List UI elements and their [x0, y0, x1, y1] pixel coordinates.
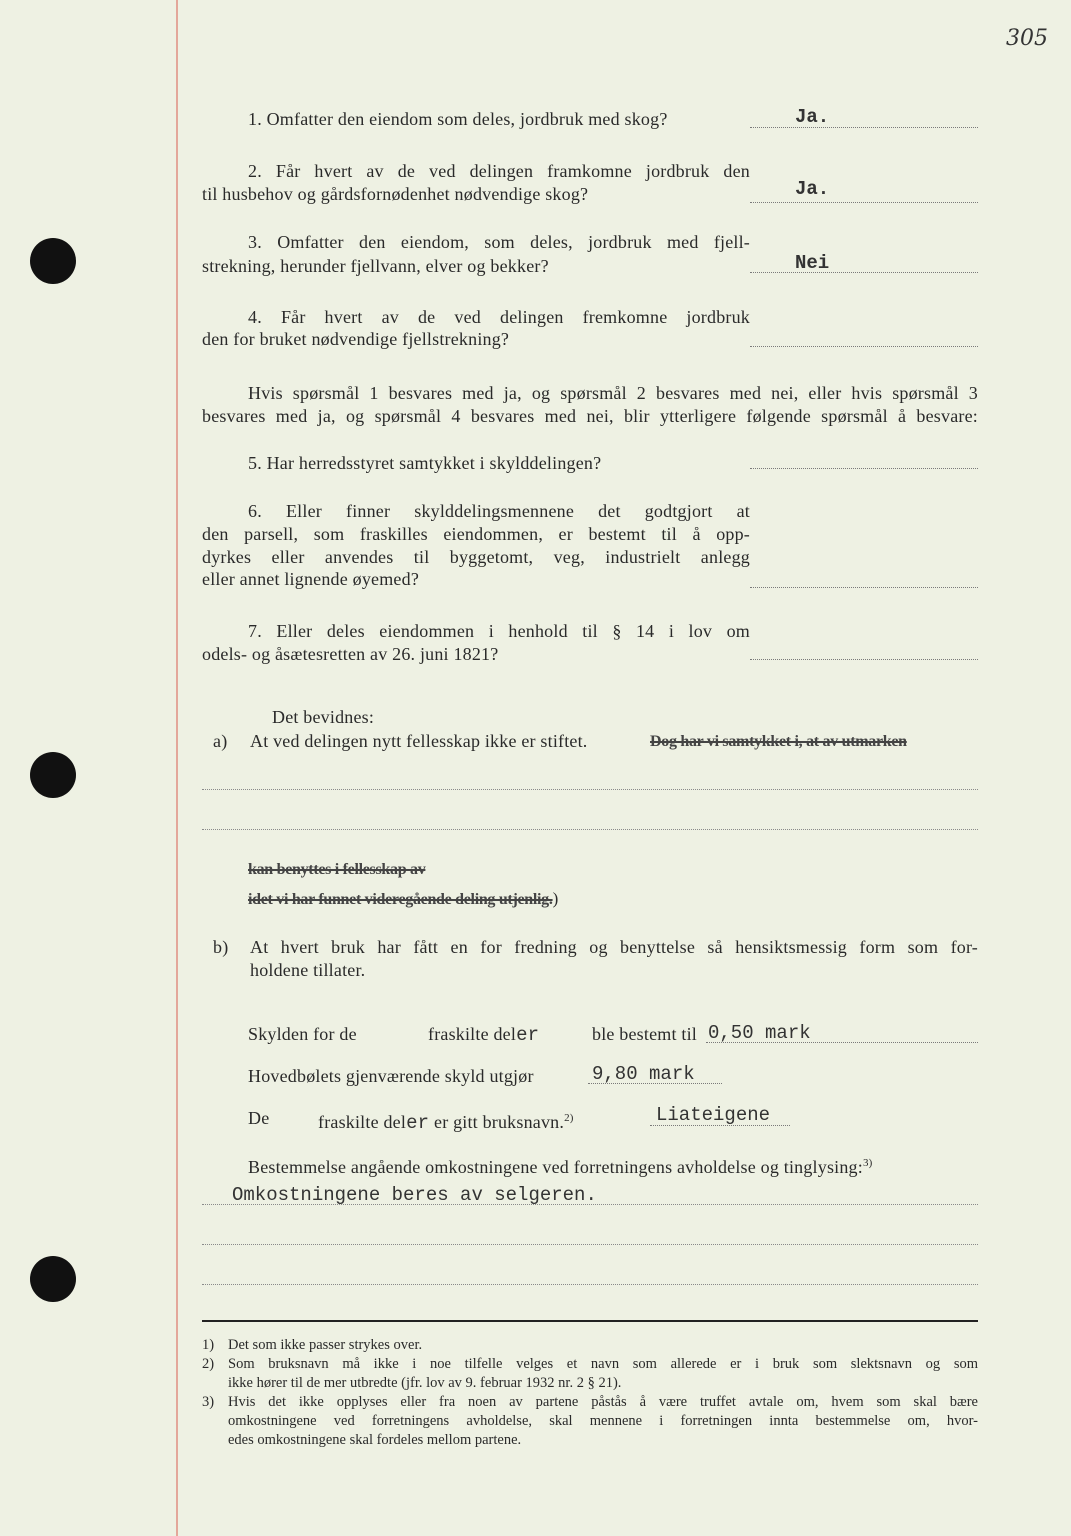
skyld-value: 0,50 mark	[708, 1022, 811, 1044]
punch-hole	[30, 752, 76, 798]
footnote-3-line3: edes omkostningene skal fordeles mellom partene.	[228, 1432, 522, 1448]
question-text: Har herredsstyret samtykket i skylddelingen?	[266, 453, 602, 473]
answer-line	[750, 659, 978, 660]
fill-line	[202, 1244, 978, 1245]
answer-line	[750, 127, 978, 128]
answer-line	[750, 468, 978, 469]
footnote-3-line1: Hvis det ikke opplyses eller fra noen av partene påstås å være truffet avtale om, hvem som skal bære	[228, 1394, 978, 1410]
punch-hole	[30, 238, 76, 284]
fill-line	[202, 1204, 978, 1205]
footnote-2-line1: Som bruksnavn må ikke i noe tilfelle velges et navn som allerede er i bruk som slektsnavn og som	[228, 1356, 978, 1372]
question-2-line1	[248, 160, 750, 183]
struck-text-2: kan benyttes i fellesskap av	[248, 861, 426, 878]
item-b-line2: holdene tillater.	[250, 960, 366, 980]
conditional-intro-line2: besvares med ja, og spørsmål 4 besvares med nei, blir ytterligere følgende spørsmål å besvare:	[202, 406, 978, 426]
footnote-ref: 3)	[862, 1157, 873, 1169]
answer-3: Nei	[795, 252, 830, 274]
question-5	[248, 452, 601, 475]
question-text: Omfatter den eiendom som deles, jordbruk med skog?	[266, 109, 668, 129]
item-a-text: At ved delingen nytt fellesskap ikke er stiftet.	[250, 731, 588, 751]
footnote-ref: )	[552, 889, 559, 908]
fill-line	[202, 789, 978, 790]
navn-label-text: fraskilte del	[318, 1112, 407, 1132]
fill-line	[202, 829, 978, 830]
question-number: 5.	[248, 453, 262, 473]
question-6-line1	[248, 500, 750, 523]
answer-line	[750, 202, 978, 203]
margin-line	[176, 0, 178, 1536]
question-3-line2: strekning, herunder fjellvann, elver og bekker?	[202, 256, 549, 276]
question-text: Omfatter den eiendom, som deles, jordbruk med fjell-	[277, 232, 750, 252]
answer-line	[750, 346, 978, 347]
question-number: 3.	[248, 232, 262, 252]
question-6-line4: eller annet lignende øyemed?	[202, 569, 420, 589]
answer-line	[750, 272, 978, 273]
question-6-line3: dyrkes eller anvendes til byggetomt, veg, industrielt anlegg	[202, 547, 750, 567]
struck-text-a: Dog har vi samtykket i, at av utmarken	[650, 733, 907, 750]
answer-1: Ja.	[795, 106, 830, 128]
skyld-label-3: ble bestemt til	[592, 1024, 697, 1044]
item-b-line1: At hvert bruk har fått en for fredning og benyttelse så hensiktsmessig form som for-	[250, 937, 978, 957]
struck-text-3: idet vi har funnet videregående deling utjenlig.	[248, 891, 553, 908]
footnote-2-mark: 2)	[202, 1356, 215, 1372]
question-number: 6.	[248, 501, 262, 521]
certification-heading: Det bevidnes:	[272, 707, 375, 727]
footnote-ref: 2)	[564, 1112, 574, 1124]
footnote-divider	[202, 1320, 978, 1322]
kost-label	[248, 1152, 873, 1179]
question-text: Får hvert av de ved delingen fremkomne jordbruk	[280, 307, 750, 327]
question-2-line2: til husbehov og gårdsfornødenhet nødvendige skog?	[202, 184, 589, 204]
skyld-suffix: er	[516, 1024, 540, 1046]
punch-hole	[30, 1256, 76, 1302]
skyld-label-1: Skylden for de	[248, 1024, 357, 1044]
navn-label	[318, 1107, 574, 1135]
question-text: Får hvert av de ved delingen framkomne jordbruk den	[275, 161, 751, 181]
question-1	[248, 108, 668, 131]
question-text: Eller deles eiendommen i henhold til § 14 i lov om	[276, 621, 750, 641]
question-number: 1.	[248, 109, 262, 129]
footnote-3-mark: 3)	[202, 1394, 215, 1410]
skyld-label-2	[428, 1023, 539, 1047]
question-4-line1	[248, 306, 750, 329]
answer-2: Ja.	[795, 178, 830, 200]
navn-label-text-2: er gitt bruksnavn.	[434, 1112, 565, 1132]
hoved-value: 9,80 mark	[592, 1063, 695, 1085]
question-7-line1	[248, 620, 750, 643]
question-4-line2: den for bruket nødvendige fjellstrekning?	[202, 329, 510, 349]
answer-line	[750, 587, 978, 588]
question-text: Eller finner skylddelingsmennene det godtgjort at	[285, 501, 750, 521]
page-number: 305	[1006, 26, 1048, 51]
conditional-intro-line1: Hvis spørsmål 1 besvares med ja, og spørsmål 2 besvares med nei, eller hvis spørsmål 3	[248, 383, 978, 403]
footnote-2-line2: ikke hører til de mer utbredte (jfr. lov av 9. februar 1932 nr. 2 § 21).	[228, 1375, 622, 1391]
skyld-label-text: fraskilte del	[428, 1024, 517, 1044]
item-b-label: b)	[213, 937, 229, 957]
navn-value: Liateigene	[656, 1104, 771, 1126]
item-a-label: a)	[213, 731, 228, 751]
question-number: 4.	[248, 307, 262, 327]
question-number: 2.	[248, 161, 262, 181]
de-label: De	[248, 1108, 270, 1128]
footnote-3-line2: omkostningene ved forretningens avholdelse, skal mennene i forretningen innta bestemmelse om, hvor-	[228, 1413, 978, 1429]
footnote-1: Det som ikke passer strykes over.	[228, 1337, 423, 1353]
navn-suffix: er	[406, 1112, 430, 1134]
question-7-line2: odels- og åsætesretten av 26. juni 1821?	[202, 644, 499, 664]
question-3-line1	[248, 231, 750, 254]
kost-value: Omkostningene beres av selgeren.	[232, 1184, 597, 1206]
footnote-1-mark: 1)	[202, 1337, 215, 1353]
fill-line	[202, 1284, 978, 1285]
struck-line-3	[248, 887, 558, 911]
kost-label-text: Bestemmelse angående omkostningene ved forretningens avholdelse og tinglysing:	[248, 1157, 863, 1177]
question-6-line2: den parsell, som fraskilles eiendommen, er bestemt til å opp-	[202, 524, 750, 544]
hoved-label: Hovedbølets gjenværende skyld utgjør	[248, 1066, 534, 1086]
question-number: 7.	[248, 621, 262, 641]
